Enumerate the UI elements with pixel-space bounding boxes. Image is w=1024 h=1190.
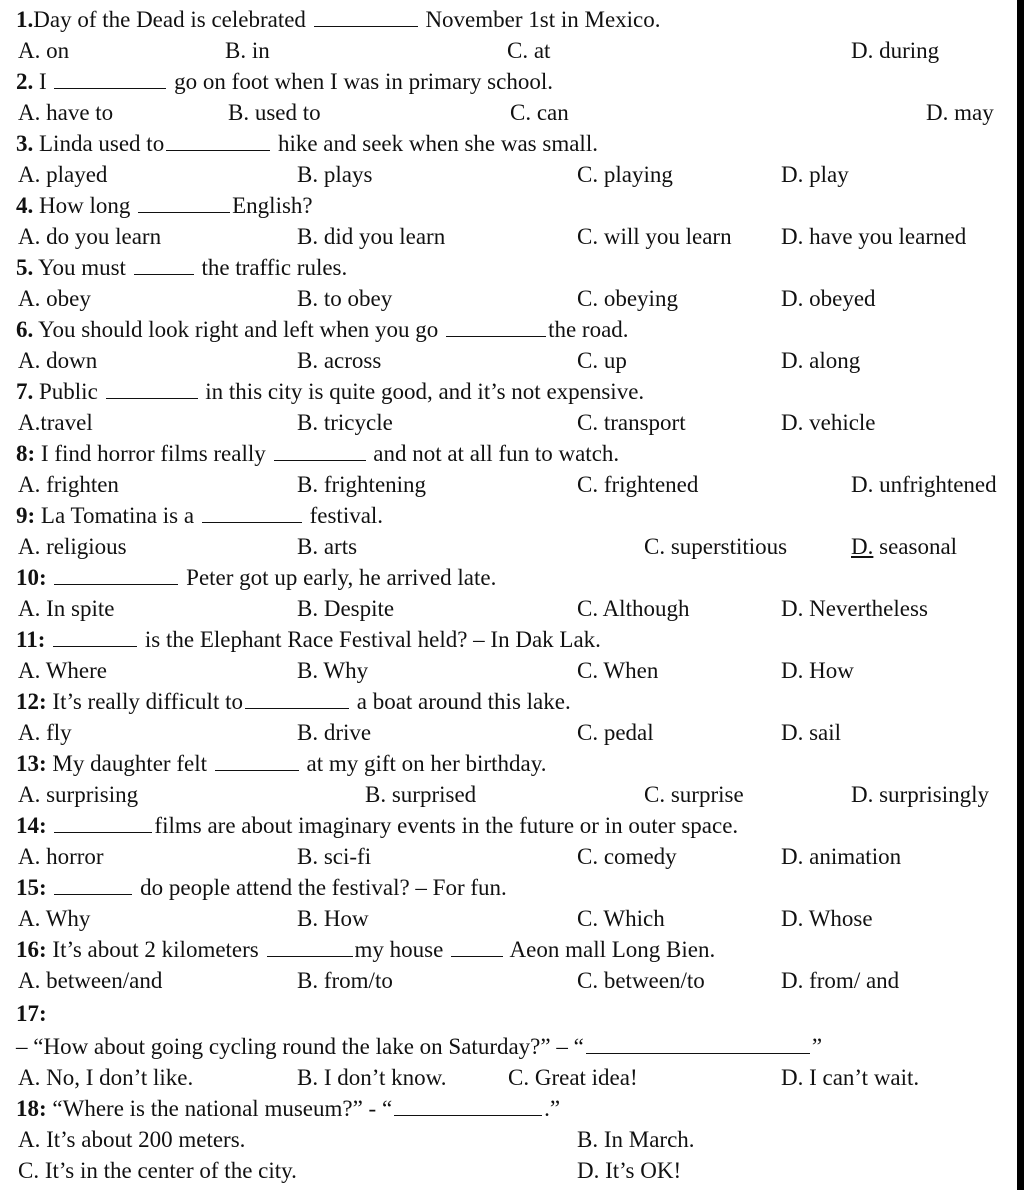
option-c: C. When [577, 658, 659, 683]
question-number: 1. [16, 7, 34, 32]
stem-part: You must [33, 255, 132, 280]
stem-part: and not at all fun to watch. [367, 441, 620, 466]
option-b: B. from/to [297, 968, 393, 993]
question-14 [0, 810, 1017, 841]
option-a: A. frighten [18, 472, 119, 497]
option-a: A.travel [18, 410, 93, 435]
stem-part: Linda used to [33, 131, 165, 156]
option-a: A. horror [18, 844, 104, 869]
options-4 [0, 221, 1017, 252]
question-6 [0, 314, 1017, 345]
option-a: A. between/and [18, 968, 163, 993]
options-16 [0, 965, 1017, 996]
option-b: B. used to [228, 100, 321, 125]
options-9 [0, 531, 1017, 562]
option-a: A. Where [18, 658, 107, 683]
option-a: A. played [18, 162, 108, 187]
stem-part: at my gift on her birthday. [300, 751, 547, 776]
stem-part: I [33, 69, 53, 94]
question-number: 3. [16, 131, 34, 156]
question-number: 14: [16, 813, 47, 838]
question-7 [0, 376, 1017, 407]
option-c: C. at [507, 38, 551, 63]
question-4 [0, 190, 1017, 221]
option-c: C. Although [577, 596, 690, 621]
question-2 [0, 66, 1017, 97]
option-d: D. animation [781, 844, 902, 869]
question-9 [0, 500, 1017, 531]
option-b: B. to obey [297, 286, 393, 311]
question-3 [0, 128, 1017, 159]
stem-part: hike and seek when she was small. [272, 131, 598, 156]
stem-part: a boat around this lake. [350, 689, 571, 714]
answer-blank [106, 396, 198, 399]
options-1 [0, 35, 1017, 66]
answer-blank [267, 954, 353, 957]
question-number: 9: [16, 503, 36, 528]
answer-blank [202, 520, 302, 523]
option-a: A. In spite [18, 596, 115, 621]
answer-blank [274, 458, 366, 461]
question-number: 7. [16, 379, 34, 404]
question-number: 8: [16, 441, 36, 466]
answer-blank [54, 86, 166, 89]
question-11 [0, 624, 1017, 655]
option-b: B. across [297, 348, 382, 373]
question-number: 17: [16, 1001, 47, 1026]
question-number: 2. [16, 69, 34, 94]
stem-part: English? [232, 193, 313, 218]
option-c: C. comedy [577, 844, 677, 869]
option-a: A. obey [18, 286, 91, 311]
stem-part: my house [354, 937, 450, 962]
stem-part: Public [33, 379, 104, 404]
option-b: B. drive [297, 720, 372, 745]
options-18a [0, 1124, 1017, 1155]
options-18b [0, 1155, 1017, 1186]
option-d: D. How [781, 658, 854, 683]
stem-part: festival. [303, 503, 384, 528]
option-d: D. along [781, 348, 861, 373]
answer-blank [215, 768, 299, 771]
stem-part: La Tomatina is a [35, 503, 200, 528]
option-b: B. plays [297, 162, 373, 187]
option-a: A. Why [18, 906, 91, 931]
question-number: 12: [16, 689, 47, 714]
option-d: D. from/ and [781, 968, 900, 993]
option-b: B. Despite [297, 596, 395, 621]
answer-blank [54, 892, 132, 895]
option-a: A. It’s about 200 meters. [18, 1127, 246, 1152]
stem-part: .” [544, 1096, 561, 1121]
option-b: B. did you learn [297, 224, 446, 249]
stem-part: How long [33, 193, 137, 218]
options-17 [0, 1062, 1017, 1093]
option-b: B. tricycle [297, 410, 393, 435]
answer-blank [446, 334, 546, 337]
stem-part: is the Elephant Race Festival held? – In Dak Lak. [139, 627, 601, 652]
stem-part: I find horror films really [35, 441, 272, 466]
answer-blank [586, 1051, 810, 1054]
option-c: C. obeying [577, 286, 678, 311]
options-11 [0, 655, 1017, 686]
stem-part: You should look right and left when you go [33, 317, 445, 342]
stem-part: in this city is quite good, and it’s not expensive. [199, 379, 645, 404]
answer-blank [451, 954, 503, 957]
stem-part: My daughter felt [46, 751, 213, 776]
option-d: D. Whose [781, 906, 873, 931]
question-number: 5. [16, 255, 34, 280]
stem-part: It’s about 2 kilometers [46, 937, 265, 962]
question-17-stem [0, 1031, 1017, 1062]
option-c: C. can [510, 100, 569, 125]
question-10 [0, 562, 1017, 593]
option-c: C. playing [577, 162, 673, 187]
answer-blank [54, 830, 152, 833]
stem-part: November 1st in Mexico. [419, 7, 661, 32]
option-c: C. frightened [577, 472, 699, 497]
option-b: B. surprised [365, 782, 477, 807]
question-number: 10: [16, 565, 47, 590]
stem-part: “Where is the national museum?” - “ [46, 1096, 393, 1121]
question-18 [0, 1093, 1017, 1124]
question-5 [0, 252, 1017, 283]
option-a: A. on [18, 38, 70, 63]
option-c: C. pedal [577, 720, 654, 745]
options-15 [0, 903, 1017, 934]
option-b: B. How [297, 906, 369, 931]
option-d: D. have you learned [781, 224, 967, 249]
option-d: D. may [926, 100, 994, 125]
option-d: D. surprisingly [851, 782, 989, 807]
option-d-text: seasonal [873, 534, 958, 559]
option-a: A. down [18, 348, 98, 373]
option-a: A. fly [18, 720, 72, 745]
stem-part: Peter got up early, he arrived late. [180, 565, 497, 590]
option-b: B. in [225, 38, 270, 63]
question-number: 16: [16, 937, 47, 962]
option-a: A. religious [18, 534, 127, 559]
stem-part: Day of the Dead is celebrated [33, 7, 312, 32]
answer-blank [138, 210, 230, 213]
answer-blank [394, 1113, 542, 1116]
option-d: D. play [781, 162, 849, 187]
question-number: 13: [16, 751, 47, 776]
stem-part [47, 813, 53, 838]
question-number: 18: [16, 1096, 47, 1121]
stem-part: the road. [548, 317, 629, 342]
option-d: D. obeyed [781, 286, 876, 311]
option-d: D. Nevertheless [781, 596, 928, 621]
question-13 [0, 748, 1017, 779]
option-c: C. Great idea! [508, 1065, 638, 1090]
stem-part: – “How about going cycling round the lake on Saturday?” – “ [16, 1034, 584, 1059]
question-number: 4. [16, 193, 34, 218]
question-8 [0, 438, 1017, 469]
answer-blank [53, 644, 137, 647]
options-3 [0, 159, 1017, 190]
option-a: A. have to [18, 100, 114, 125]
stem-part: films are about imaginary events in the future or in outer space. [154, 813, 739, 838]
answer-blank [314, 24, 418, 27]
options-8 [0, 469, 1017, 500]
answer-blank [245, 706, 349, 709]
options-5 [0, 283, 1017, 314]
option-c: C. between/to [577, 968, 705, 993]
stem-part [45, 627, 51, 652]
stem-part: Aeon mall Long Bien. [505, 937, 716, 962]
option-d: D. vehicle [781, 410, 876, 435]
option-c: C. will you learn [577, 224, 732, 249]
stem-part: do people attend the festival? – For fun. [134, 875, 507, 900]
question-17 [0, 998, 1017, 1029]
stem-part [47, 565, 53, 590]
question-number: 11: [16, 627, 46, 652]
stem-part: It’s really difficult to [46, 689, 243, 714]
option-c: C. transport [577, 410, 686, 435]
option-d: D. I can’t wait. [781, 1065, 920, 1090]
option-d [851, 531, 957, 562]
option-c: C. up [577, 348, 627, 373]
option-c: C. superstitious [644, 534, 788, 559]
options-14 [0, 841, 1017, 872]
options-2 [0, 97, 1017, 128]
option-a: A. surprising [18, 782, 139, 807]
option-b: B. arts [297, 534, 358, 559]
question-1 [0, 4, 1017, 35]
option-d: D. It’s OK! [577, 1158, 682, 1183]
answer-blank [166, 148, 270, 151]
stem-part: the traffic rules. [195, 255, 348, 280]
stem-part: go on foot when I was in primary school. [168, 69, 553, 94]
option-d-letter: D. [851, 534, 874, 559]
option-a: A. No, I don’t like. [18, 1065, 194, 1090]
question-15 [0, 872, 1017, 903]
answer-blank [54, 582, 178, 585]
options-12 [0, 717, 1017, 748]
option-a: A. do you learn [18, 224, 162, 249]
question-number: 6. [16, 317, 34, 342]
option-c: C. surprise [644, 782, 744, 807]
option-b: B. frightening [297, 472, 427, 497]
options-7 [0, 407, 1017, 438]
stem-part: ” [811, 1034, 823, 1059]
options-6 [0, 345, 1017, 376]
option-c: C. Which [577, 906, 665, 931]
options-13 [0, 779, 1017, 810]
option-c: C. It’s in the center of the city. [18, 1158, 297, 1183]
stem-part [47, 875, 53, 900]
option-d: D. unfrightened [851, 472, 997, 497]
question-16 [0, 934, 1017, 965]
answer-blank [134, 272, 194, 275]
options-10 [0, 593, 1017, 624]
option-b: B. Why [297, 658, 369, 683]
question-number: 15: [16, 875, 47, 900]
question-12 [0, 686, 1017, 717]
option-b: B. sci-fi [297, 844, 372, 869]
option-d: D. during [851, 38, 940, 63]
option-b: B. I don’t know. [297, 1065, 447, 1090]
option-b: B. In March. [577, 1127, 695, 1152]
option-d: D. sail [781, 720, 842, 745]
